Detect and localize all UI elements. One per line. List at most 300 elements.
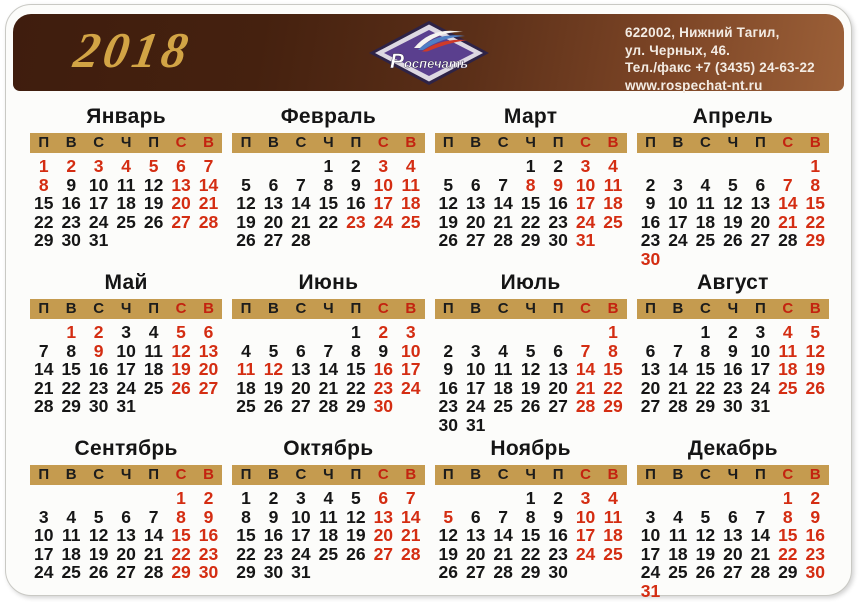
day-cell: 24 [750,377,771,398]
weekday-label: В [672,134,684,151]
day-cell: 21 [401,525,421,545]
day-cell: 28 [318,396,339,416]
day-cell: 16 [438,377,458,398]
day-cell: 18 [116,193,136,213]
day-cell: 25 [603,543,623,564]
address-line: www.rospechat-nt.ru [625,77,763,93]
day-cell: 3 [580,488,591,508]
day-cell: 28 [668,396,688,416]
day-cell: 26 [88,562,109,582]
day-cell: 23 [346,211,366,232]
dates-grid [637,323,829,416]
day-cell: 24 [575,211,596,232]
day-cell: 12 [723,193,743,213]
day-cell: 30 [88,396,109,416]
day-cell: 26 [236,230,256,250]
day-cell: 18 [143,359,164,379]
month-title: Май [104,271,148,294]
day-cell: 19 [695,543,716,564]
day-cell: 31 [291,562,311,582]
day-cell: 5 [443,506,454,527]
day-cell: 9 [66,174,77,195]
day-cell: 23 [88,377,109,398]
day-cell: 4 [148,322,159,342]
day-cell-empty [85,489,112,508]
day-cell: 14 [493,525,513,545]
weekday-label: В [607,466,619,483]
weekday-label: В [203,466,214,483]
weekday-label: С [93,134,105,151]
day-cell: 25 [493,396,513,416]
day-cell: 7 [498,506,509,527]
month-block [435,270,627,434]
month-title: Сентябрь [74,437,178,460]
day-cell: 9 [268,506,279,527]
weekday-band [435,133,627,153]
day-cell-empty [112,489,139,508]
weekday-label: Ч [323,300,334,317]
day-cell-empty [489,323,516,342]
day-cell: 1 [323,156,334,176]
day-cell: 19 [171,359,191,379]
weekday-label: В [203,300,214,317]
day-cell: 29 [805,230,825,250]
day-cell: 2 [443,340,454,361]
day-cell-empty [664,323,691,342]
day-cell: 3 [378,156,389,176]
day-cell: 27 [548,396,568,416]
month-block [637,436,829,600]
day-cell: 25 [61,562,81,582]
day-cell-empty [747,489,774,508]
month-block [232,436,424,600]
day-cell: 30 [805,562,825,582]
day-cell: 16 [61,193,81,213]
weekday-band [637,299,829,319]
day-cell: 2 [553,156,563,176]
day-cell-empty [140,489,167,508]
day-cell: 19 [346,525,366,545]
day-cell: 12 [346,506,366,527]
day-cell: 1 [525,488,536,508]
day-cell: 9 [553,506,563,527]
month-block [232,270,424,434]
day-cell: 18 [603,525,623,545]
day-cell-empty [572,323,599,342]
day-cell: 25 [143,377,164,398]
day-cell: 5 [443,174,454,195]
weekday-label: В [268,466,279,483]
day-cell: 30 [198,562,219,582]
day-cell: 12 [695,525,716,545]
day-cell: 10 [291,506,311,527]
day-cell: 14 [401,506,421,527]
weekday-label: П [240,466,252,483]
day-cell: 18 [668,543,688,564]
weekday-label: П [350,300,362,317]
day-cell: 23 [640,230,661,250]
day-cell: 28 [33,396,54,416]
day-cell: 28 [493,562,513,582]
weekday-label: П [552,300,564,317]
weekday-label: В [672,300,684,317]
day-cell: 6 [553,340,563,361]
day-cell: 17 [373,193,394,213]
day-cell: 16 [263,525,284,545]
day-cell: 7 [755,506,766,527]
day-cell: 17 [575,193,596,213]
weekday-label: В [470,466,482,483]
day-cell: 4 [700,174,711,195]
day-cell: 15 [695,359,716,379]
weekday-label: В [405,300,417,317]
day-cell: 6 [176,156,186,176]
day-cell: 24 [373,211,394,232]
day-cell: 16 [88,359,109,379]
weekday-band [637,133,829,153]
day-cell: 10 [575,506,596,527]
day-cell: 29 [695,396,716,416]
day-cell: 31 [88,230,109,250]
day-cell: 8 [350,340,361,361]
weekday-band [30,133,222,153]
day-cell: 3 [121,322,131,342]
day-cell: 10 [465,359,486,379]
day-cell: 30 [640,248,661,269]
day-cell: 29 [61,396,81,416]
day-cell: 20 [723,543,743,564]
day-cell: 25 [318,543,339,564]
day-cell: 11 [116,174,136,195]
address-block [625,24,815,94]
day-cell: 2 [350,156,361,176]
weekday-label: С [782,466,794,483]
day-cell-empty [692,157,719,176]
day-cell: 12 [88,525,109,545]
day-cell: 5 [176,322,186,342]
day-cell: 27 [465,562,486,582]
day-cell: 27 [171,211,191,232]
day-cell: 7 [405,488,416,508]
day-cell: 18 [61,543,81,564]
day-cell-empty [637,489,664,508]
day-cell-empty [30,489,57,508]
day-cell: 25 [695,230,716,250]
day-cell: 30 [61,230,81,250]
weekday-label: С [175,134,187,151]
day-cell: 15 [318,193,339,213]
day-cell: 12 [143,174,164,195]
day-cell: 23 [548,211,568,232]
weekday-band [30,299,222,319]
day-cell: 4 [608,488,618,508]
day-cell: 8 [782,506,793,527]
day-cell: 22 [603,377,623,398]
day-cell: 8 [525,174,536,195]
day-cell: 26 [346,543,366,564]
day-cell: 1 [38,156,49,176]
dates-grid [435,489,627,582]
weekday-label: П [552,466,564,483]
day-cell: 6 [728,506,738,527]
day-cell: 29 [33,230,54,250]
day-cell: 21 [318,377,339,398]
weekday-label: П [442,134,454,151]
day-cell-empty [719,489,746,508]
dates-grid [232,323,424,416]
day-cell: 14 [291,193,311,213]
day-cell: 26 [171,377,191,398]
weekday-label: Ч [525,466,536,483]
day-cell: 15 [33,193,54,213]
weekday-label: С [699,466,711,483]
day-cell: 23 [548,543,568,564]
weekday-label: П [552,134,564,151]
day-cell: 6 [470,506,481,527]
day-cell: 5 [728,174,738,195]
weekday-label: Ч [323,466,334,483]
day-cell: 13 [373,506,394,527]
weekday-label: П [442,466,454,483]
day-cell: 4 [782,322,793,342]
day-cell-empty [747,157,774,176]
month-title: Апрель [692,105,774,128]
day-cell: 2 [93,322,104,342]
dates-grid [30,323,222,416]
day-cell: 15 [236,525,256,545]
day-cell: 20 [198,359,219,379]
weekday-label: Ч [727,300,739,317]
weekday-label: П [754,300,766,317]
day-cell: 3 [673,174,683,195]
day-cell: 16 [373,359,394,379]
weekday-label: П [754,466,766,483]
dates-grid [30,157,222,250]
day-cell: 26 [438,562,458,582]
day-cell: 24 [640,562,661,582]
day-cell: 26 [723,230,743,250]
day-cell: 20 [291,377,311,398]
day-cell: 11 [61,525,81,545]
day-cell: 9 [728,340,738,361]
logo-label: Роспечать [389,50,468,73]
day-cell: 28 [778,230,798,250]
day-cell: 26 [143,211,164,232]
day-cell-empty [637,157,664,176]
day-cell: 2 [553,488,563,508]
rospechat-logo [368,20,490,86]
day-cell: 18 [236,377,256,398]
day-cell: 21 [33,377,54,398]
day-cell: 13 [548,359,568,379]
day-cell: 11 [236,359,256,379]
month-block [435,436,627,600]
day-cell-empty [462,157,489,176]
day-cell: 22 [520,211,541,232]
weekday-label: В [470,300,482,317]
day-cell-empty [692,489,719,508]
day-cell: 4 [323,488,334,508]
year-label: 2018 [70,22,196,78]
day-cell: 25 [778,377,798,398]
day-cell: 28 [575,396,596,416]
day-cell: 14 [778,193,798,213]
month-title: Июнь [298,271,359,294]
weekday-label: П [645,466,656,483]
month-block [30,436,222,600]
day-cell: 22 [61,377,81,398]
day-cell: 29 [778,562,798,582]
weekday-label: П [645,134,656,151]
day-cell: 1 [525,156,536,176]
day-cell: 8 [700,340,711,361]
day-cell: 18 [695,211,716,232]
day-cell: 10 [373,174,394,195]
day-cell: 11 [778,340,798,361]
day-cell: 8 [810,174,821,195]
day-cell: 27 [263,230,284,250]
day-cell: 6 [470,174,481,195]
month-title: Февраль [280,105,377,128]
day-cell: 13 [198,340,219,361]
day-cell: 25 [236,396,256,416]
weekday-label: П [148,134,159,151]
day-cell: 22 [236,543,256,564]
day-cell: 8 [608,340,618,361]
weekday-label: С [497,134,509,151]
weekday-label: В [65,466,77,483]
day-cell: 4 [608,156,618,176]
day-cell: 14 [575,359,596,379]
weekday-label: С [699,300,711,317]
day-cell: 1 [350,322,361,342]
weekday-band [232,465,424,485]
day-cell: 29 [346,396,366,416]
day-cell: 5 [810,322,821,342]
day-cell: 19 [263,377,284,398]
day-cell: 9 [350,174,361,195]
day-cell: 13 [171,174,191,195]
day-cell: 5 [268,340,279,361]
day-cell: 27 [116,562,136,582]
day-cell: 5 [350,488,361,508]
day-cell: 25 [603,211,623,232]
day-cell: 16 [640,211,661,232]
day-cell: 4 [498,340,509,361]
day-cell: 2 [810,488,821,508]
day-cell-empty [232,323,259,342]
day-cell: 1 [176,488,186,508]
day-cell: 10 [88,174,109,195]
day-cell: 7 [498,174,509,195]
day-cell: 19 [723,211,743,232]
day-cell: 1 [810,156,821,176]
day-cell: 17 [291,525,311,545]
day-cell: 6 [268,174,279,195]
weekday-label: Ч [120,466,132,483]
month-block [637,270,829,434]
day-cell: 8 [176,506,186,527]
day-cell: 18 [401,193,421,213]
day-cell: 19 [88,543,109,564]
day-cell: 22 [318,211,339,232]
weekday-label: П [442,300,454,317]
day-cell: 1 [608,322,618,342]
day-cell-empty [774,157,801,176]
weekday-label: С [377,134,389,151]
weekday-band [232,299,424,319]
weekday-label: С [295,300,307,317]
day-cell: 22 [33,211,54,232]
day-cell: 9 [645,193,656,213]
weekday-label: П [350,134,362,151]
day-cell: 20 [465,543,486,564]
address-line: ул. Черных, 46. [625,42,731,58]
weekday-label: С [580,300,591,317]
months-grid [30,104,829,601]
day-cell: 3 [580,156,591,176]
day-cell: 16 [548,193,568,213]
day-cell: 11 [401,174,420,195]
dates-grid [435,157,627,250]
day-cell: 25 [401,211,421,232]
day-cell-empty [637,323,664,342]
day-cell: 9 [203,506,214,527]
day-cell: 13 [263,193,284,213]
day-cell: 5 [93,506,104,527]
day-cell-empty [462,323,489,342]
weekday-label: Ч [727,466,739,483]
day-cell: 9 [553,174,563,195]
day-cell: 20 [116,543,136,564]
day-cell: 21 [291,211,311,232]
day-cell: 11 [603,174,623,195]
day-cell: 13 [723,525,743,545]
day-cell: 7 [148,506,159,527]
day-cell: 27 [373,543,394,564]
weekday-label: В [203,134,214,151]
weekday-band [30,465,222,485]
address-line: 622002, Нижний Тагил, [625,25,780,40]
day-cell: 29 [603,396,623,416]
day-cell: 20 [465,211,486,232]
weekday-label: С [497,300,509,317]
day-cell: 31 [575,230,596,250]
weekday-label: Ч [525,300,536,317]
day-cell-empty [489,489,516,508]
month-title: Октябрь [283,437,374,460]
weekday-label: В [809,134,821,151]
day-cell: 10 [575,174,596,195]
weekday-label: В [268,134,279,151]
weekday-label: С [580,134,591,151]
day-cell: 7 [203,156,214,176]
day-cell: 30 [373,396,394,416]
day-cell: 6 [203,322,214,342]
day-cell: 10 [33,525,54,545]
day-cell: 11 [668,525,688,545]
weekday-label: С [295,134,307,151]
day-cell: 22 [805,211,825,232]
day-cell: 6 [645,340,656,361]
day-cell: 21 [750,543,771,564]
month-block [435,104,627,268]
day-cell: 2 [203,488,214,508]
weekday-label: П [148,300,159,317]
day-cell: 10 [750,340,771,361]
day-cell: 13 [291,359,311,379]
weekday-label: В [405,466,417,483]
